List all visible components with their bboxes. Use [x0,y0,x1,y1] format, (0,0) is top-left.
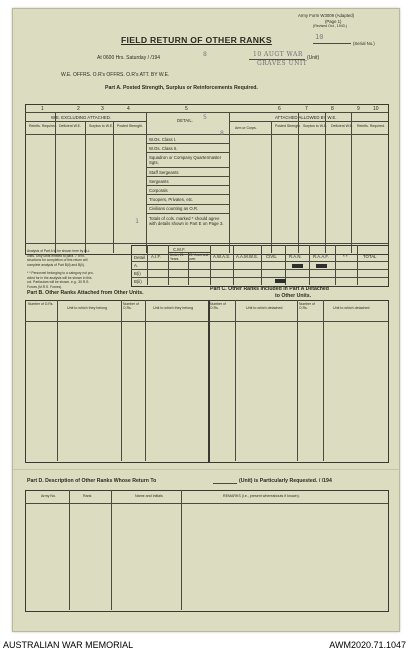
col-header: Surplus to W.E. [89,124,114,128]
rule [271,121,272,253]
row-label: W.Os. Class I. [149,137,177,142]
rule [57,300,58,461]
right-group-header: ATTACHED ALLOWED BY W.E. [275,115,337,120]
page-title: FIELD RETURN OF OTHER RANKS [121,35,272,45]
rule [168,245,169,285]
handwritten-date: 8 [203,50,207,58]
col-number: 10 [373,106,379,112]
analysis-col: Under 21 Years. [170,253,184,261]
analysis-note-line: structions for completion of this return will [27,258,88,262]
part-a-title: Part A. Posted Strength, Surplus or Reinforcements Required. [105,85,258,91]
archive-caption [0,636,410,653]
rule [146,167,229,168]
rule [229,121,388,122]
rule [121,300,122,461]
analysis-col: TOTAL [363,254,377,259]
rule [131,261,388,262]
rule [323,300,324,461]
rule [229,112,230,253]
rule [146,143,229,144]
row-label: Sergeants [149,179,169,184]
redaction-box [316,264,327,268]
analysis-col: A.I.F. [151,254,161,259]
part-b-title: Part B. Other Ranks Attached from Other Units. [27,290,144,296]
rule [146,185,229,186]
col-header: Posted Strength. [275,124,302,128]
unit-label: (Unit) [307,55,320,61]
rule [25,134,388,135]
rule [210,245,211,285]
analysis-note-line: vided for in the analysis will be shown in this [27,275,92,280]
analysis-note-line: units. Only units entitled to para. 7 of in- [27,253,86,258]
rule [181,490,182,610]
part-b-col: Unit to which they belong [67,306,108,310]
rule [55,112,56,253]
rule [145,300,146,461]
rule [146,194,229,195]
rule [351,112,352,253]
col-number: 1 [41,106,44,112]
rule [147,245,148,285]
col-header: Deficient W.E. [331,124,353,128]
analysis-note-line: col. Particulars will be shown, e.g., 30 R.S. [27,280,90,284]
row-label: Staff Sergeants [149,170,179,175]
row-label: Totals of cols. marked * should agree with details shown in Part E on Page 3. [149,216,224,226]
col-number: 7 [305,106,308,112]
part-b-table [25,300,210,463]
rule [146,176,229,177]
cmf-group: C.M.F. [173,247,186,252]
detail-header: DETAIL. [177,118,193,123]
handwritten-mark: 1 [135,217,139,225]
rule [357,245,358,285]
row-label: Corporals [149,188,168,193]
unit-stamp-line2: GRAVES UNIT [257,60,308,67]
rule [131,269,388,270]
unit-stamp-line1: 10 AUGT WAR [253,51,303,58]
analysis-col: R.A.A.F. [313,254,329,259]
rule [85,121,86,253]
left-group-header: W.E. EXCLUDING ATTACHED. [51,115,112,120]
col-number: 9 [357,106,360,112]
paper-fold [13,469,399,470]
col-number: 3 [101,106,104,112]
row-label: Civilians counting as O.R. [149,206,199,211]
analysis-row-label: B(ii) [134,279,142,284]
part-d-col: Army No. [41,494,56,498]
handwritten-mark: 5 [203,113,207,121]
part-d-col: Rank [83,494,92,498]
analysis-note-line: Analysis of Part A to be shown here by ALL [27,249,90,253]
rule [188,252,189,285]
handwritten-mark: 8 [220,129,224,137]
rule [335,245,336,285]
rule [113,121,114,253]
rule [298,112,299,253]
col-header: Reinfts. Required. [357,124,386,128]
analysis-note-line: complete analysis of Part B(ii) and B(ii). [27,262,85,267]
strength-line: W.E. OFFRS. O.R's OFFRS. O.R's ATT. BY W.E. [61,72,170,78]
col-header: Surplus to W.E. [303,124,328,128]
part-d-col: REMARKS (i.e., present whereabouts if known). [223,494,300,498]
form-sheet [12,8,400,632]
rule [131,277,388,278]
caption-source: AUSTRALIAN WAR MEMORIAL [3,640,134,650]
part-b-col: Unit to which they belong [153,306,194,310]
serial-line [313,43,351,44]
rule [309,245,310,285]
serial-label: (Serial No.) [353,41,375,46]
analysis-row-label: A. [134,263,139,268]
row-label: Troopers, Privates, etc. [149,197,194,202]
rule [297,300,298,461]
rule [235,300,236,461]
part-c-col: Number of O.Rs. [210,302,226,311]
part-b-col: Number of O.Rs. [28,302,54,306]
part-b-col: Number of O.Rs. [123,302,139,311]
analysis-col: * * [343,254,348,259]
analysis-col: A.A.M.W.S. [236,254,258,259]
rule [213,483,237,484]
analysis-note-line: * * Personnel belonging to a category not pro- [27,271,94,275]
rule [146,213,229,214]
redaction-box [275,279,286,283]
revised-note: (Revised Oct., 1943.) [313,24,347,28]
part-c-title-2: to Other Units. [275,293,312,299]
rule [25,503,388,504]
part-d-table [25,490,389,612]
col-header: Reinfts. Required. [29,124,58,128]
rule [146,112,147,253]
analysis-note [27,249,131,289]
part-d-col: Name and Initials [135,494,163,498]
rule [146,204,229,205]
redaction-box [292,264,303,268]
col-number: 4 [127,106,130,112]
row-label: Squadron or Company Quartermaster Sgts. [149,155,222,165]
analysis-col: R.A.N. [289,254,302,259]
handwritten-serial: 10 [315,33,324,41]
caption-accession: AWM2020.71.1047 [329,640,406,650]
rule [25,321,388,322]
part-c-col: Unit to which detached. [333,306,371,310]
rule [233,245,234,285]
form-id: Army Form W3009 (Adapted) [298,13,355,18]
part-d-title: Part D. Description of Other Ranks Whose Return To [27,478,157,484]
rule [111,490,112,610]
col-number: 8 [331,106,334,112]
page-number: (Page 1) [325,19,342,24]
rule [69,490,70,610]
analysis-col: CIVIL [266,254,277,259]
row-label: W.Os. Class II. [149,146,178,151]
part-d-title-2: (Unit) is Particularly Requested. / /194 [239,478,332,484]
analysis-col: A.W.A.S. [213,254,231,259]
unit-line [249,59,305,60]
col-header: Posted Strength. [117,124,144,128]
col-number: 2 [77,106,80,112]
part-c-title-1: Part C. Other Ranks Included in Part A Detached [210,286,329,292]
part-c-col: Number of O.Rs. [299,302,315,311]
rule [325,112,326,253]
col-header: Arm or Corps. [235,126,257,130]
at-line: At 0600 Hrs. Saturday / /194 [97,55,161,61]
col-header: Deficient W.E. [59,124,81,128]
col-number: 6 [278,106,281,112]
detail-label: Detail [134,255,145,260]
part-c-col: Unit to which detached. [246,306,284,310]
analysis-col: 21 Years and over. [189,253,209,261]
rule [261,245,262,285]
col-number: 5 [185,106,188,112]
rule [25,243,388,244]
rule [146,152,229,153]
analysis-row-label: B(i) [134,271,141,276]
analysis-note-line: Forces (M.R.S. Forces). [27,284,63,289]
